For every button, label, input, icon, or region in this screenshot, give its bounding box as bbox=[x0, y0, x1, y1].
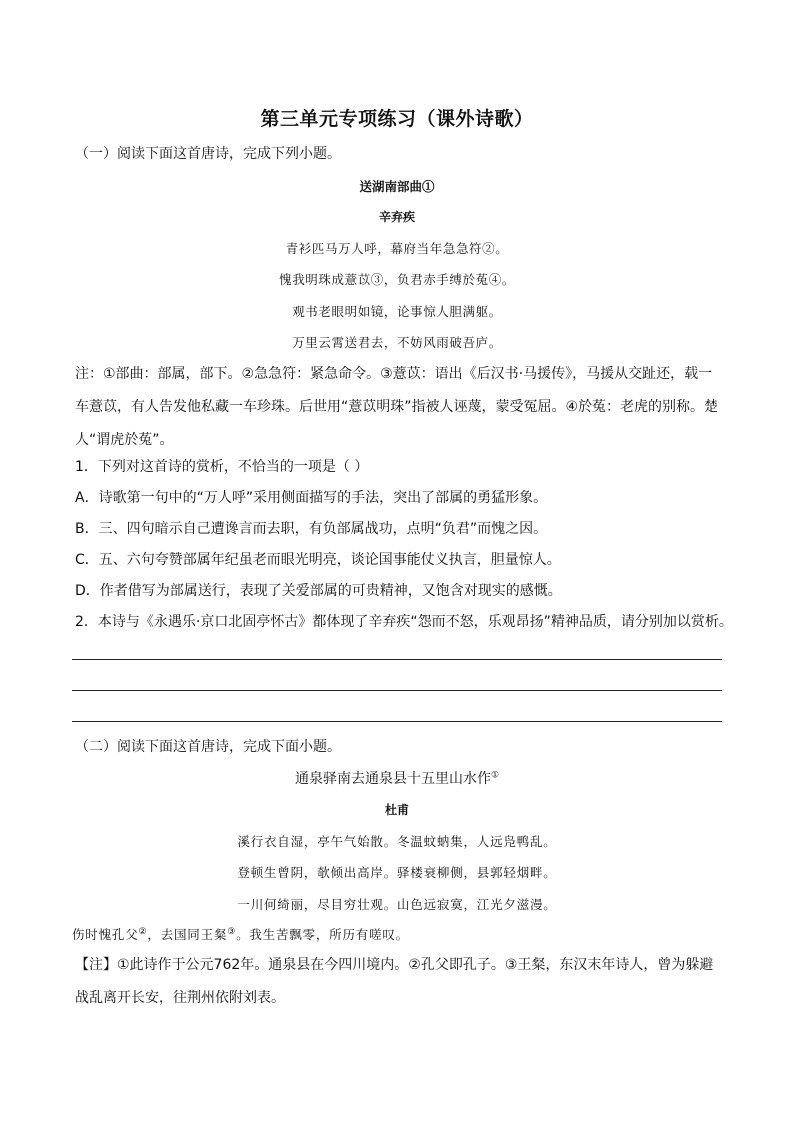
poem1-line: 愧我明珠成薏苡③，负君赤手缚於菟④。 bbox=[279, 272, 515, 287]
poem1-title: 送湖南部曲① bbox=[359, 179, 435, 194]
poem2-title bbox=[0, 768, 794, 788]
poem2-last-line-part: 。我生苦飘零，所历有嗟叹。 bbox=[236, 927, 409, 942]
poem1-line: 青衫匹马万人呼，幕府当年急急符②。 bbox=[285, 241, 509, 256]
question1-option-a[interactable]: A．诗歌第一句中的“万人呼”采用侧面描写的手法，突出了部属的勇猛形象。 bbox=[75, 490, 548, 506]
question1-option-d[interactable]: D．作者借写为部属送行，表现了关爱部属的可贵精神，又饱含对现实的感慨。 bbox=[75, 583, 562, 599]
question1-option-b[interactable]: B．三、四句暗示自己遭谗言而去职，有负部属战功，点明“负君”而愧之因。 bbox=[75, 521, 548, 537]
poem2-last-line-part: 伤时愧孔父 bbox=[72, 927, 139, 942]
footnote-mark: ③ bbox=[227, 926, 237, 937]
section1-intro: （一）阅读下面这首唐诗，完成下列小题。 bbox=[75, 146, 341, 162]
poem2-line: 溪行衣自湿，亭午气始散。冬温蚊蚋集，人远凫鸭乱。 bbox=[237, 834, 557, 849]
answer-line[interactable] bbox=[72, 659, 722, 660]
poem2-title-text: 通泉驿南去通泉县十五里山水作 bbox=[294, 771, 491, 787]
poem1-line: 观书老眼明如镜，论事惊人胆满躯。 bbox=[292, 304, 502, 319]
poem2-last-line bbox=[72, 925, 722, 945]
question2-stem: 2．本诗与《永遇乐·京口北固亭怀古》都体现了辛弃疾“怨而不怒，乐观昂扬”精神品质，请分别加以赏析。 bbox=[75, 614, 733, 630]
question1-option-c[interactable]: C．五、六句夸赞部属年纪虽老而眼光明亮，谈论国事能仗义执言，胆量惊人。 bbox=[75, 552, 561, 568]
footnote-mark: ① bbox=[490, 770, 500, 781]
poem1-line: 万里云霄送君去，不妨风雨破吾庐。 bbox=[292, 335, 502, 350]
answer-line[interactable] bbox=[72, 690, 722, 691]
poem2-line: 一川何绮丽，尽目穷壮观。山色远寂寞，江光夕滋漫。 bbox=[237, 897, 557, 912]
poem2-author: 杜甫 bbox=[384, 803, 409, 817]
footnote-mark: ② bbox=[138, 926, 148, 937]
poem2-last-line-part: ，去国同王粲 bbox=[147, 927, 228, 942]
answer-line[interactable] bbox=[72, 721, 722, 722]
page-title: 第三单元专项练习（课外诗歌） bbox=[260, 108, 534, 130]
poem2-note: 【注】①此诗作于公元762年。通泉县在今四川境内。②孔父即孔子。③王粲，东汉末年诗人，曾为躲避战乱离开长安，往荆州依附刘表。 bbox=[75, 957, 714, 1006]
poem2-line: 登顿生曾阴，欹倾出高岸。驿楼衰柳侧，县郭轻烟畔。 bbox=[237, 865, 557, 880]
poem1-author: 辛弃疾 bbox=[378, 210, 415, 224]
question1-stem: 1．下列对这首诗的赏析，不恰当的一项是（ ） bbox=[75, 459, 369, 475]
section2-intro: （二）阅读下面这首唐诗，完成下面小题。 bbox=[75, 739, 341, 755]
poem1-note: 注：①部曲：部属，部下。②急急符：紧急命令。③薏苡：语出《后汉书·马援传》，马援从交趾还，载一车薏苡，有人告发他私藏一车珍珠。后世用“薏苡明珠”指被人诬蔑，蒙受冤屈。④於菟：老虎的别称。楚人“谓虎於菟”。 bbox=[75, 366, 719, 448]
